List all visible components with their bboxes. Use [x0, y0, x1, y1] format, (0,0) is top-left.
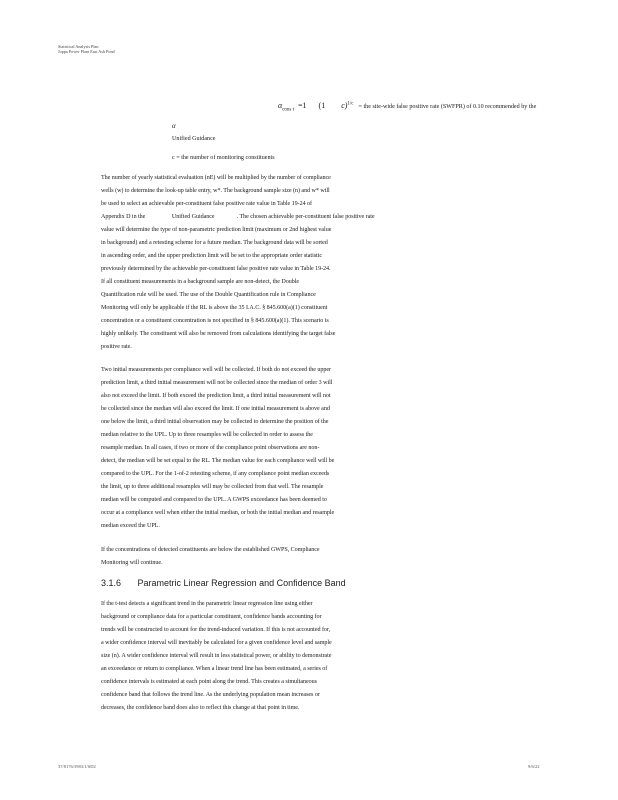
- text-line: The number of yearly statistical evaluation (nE) will be multiplied by the number of compliance: [101, 175, 331, 181]
- text-line: value will determine the type of non-parametric prediction limit (maximum or 2nd highest value: [101, 227, 332, 233]
- text-line: detect, the median will be set equal to the RL. The median value for each compliance well will be: [101, 458, 335, 464]
- text-line: background or compliance data for a particular constituent, confidence bands accounting for: [101, 614, 322, 620]
- text-line: Appendix D in the Unified Guidance . The chosen achievable per-constituent false positive rate: [101, 214, 375, 220]
- section-heading: [101, 578, 346, 588]
- text-line: in ascending order, and the upper prediction limit will be set to the appropriate order statistic: [101, 253, 322, 259]
- text-line: resample median. In all cases, if two or more of the compliance point observations are non-: [101, 445, 320, 451]
- text-line: compared to the UPL. For the 1-of-2 retesting scheme, if any compliance point median exceeds: [101, 471, 330, 477]
- equation: [278, 101, 536, 113]
- text-line: size (n). A wider confidence interval will result in less statistical power, or ability to demonstrate: [101, 653, 332, 659]
- text-line: a wider confidence interval will inevitably be calculated for a given confidence level and sample: [101, 640, 332, 646]
- equation-description: = the site-wide false positive rate (SWFPR) of 0.10 recommended by the: [358, 104, 537, 110]
- text-line: Two initial measurements per compliance well will be collected. If both do not exceed the upper: [101, 367, 332, 373]
- text-line: Quantification rule will be used. The use of the Double Quantification rule in Compliance: [101, 292, 316, 298]
- text-line: median will be computed and compared to the UPL. A GWPS exceedance has been deemed to: [101, 497, 327, 503]
- header-line-1: Statistical Analysis Plan: [58, 44, 99, 49]
- equation-alpha: α: [278, 101, 283, 110]
- text-line: occur at a compliance well when either the initial median, or both the initial median and resample: [101, 510, 335, 516]
- paragraph-2: [101, 364, 334, 533]
- equation-exponent: 1/c: [347, 101, 354, 107]
- footer-document-id: 37/8176/3983/1/SD2: [58, 764, 96, 769]
- text-line: If the concentrations of detected constituents are below the established GWPS, Compliance: [101, 547, 320, 553]
- paragraph-4: [101, 598, 332, 715]
- header-line-2: Joppa Power Plant East Ash Pond: [58, 49, 115, 54]
- paragraph-3: [101, 544, 320, 570]
- equation-c: c): [341, 101, 348, 110]
- text-line: median relative to the UPL. Up to three resamples will be collected in order to assess the: [101, 432, 313, 438]
- text-line: prediction limit, a third initial measurement will not be collected since the median of order 3 will: [101, 380, 333, 386]
- text-line: median exceed the UPL.: [101, 523, 160, 529]
- text-line: confidence band that follows the trend line. As the underlying population mean increases or: [101, 692, 320, 698]
- section-title: Parametric Linear Regression and Confidence Band: [137, 578, 346, 588]
- text-line: highly unlikely. The constituent will also be removed from calculations identifying the target false: [101, 331, 336, 337]
- text-line: positive rate.: [101, 344, 132, 350]
- text-line: be used to select an achievable per-constituent false positive rate value in Table 19-24 of: [101, 201, 313, 207]
- text-line: decreases, the confidence band does also to reflect this change at that point in time.: [101, 705, 300, 711]
- text-line: the limit, up to three additional resamples will may be collected from that well. The resample: [101, 484, 324, 490]
- running-header: [58, 44, 115, 54]
- paragraph-1: [101, 172, 375, 354]
- equation-paren: (1: [318, 101, 326, 110]
- text-line: Monitoring will only be applicable if the RL is above the 35 I.A.C. § 845.600(a)(1) constituent: [101, 305, 328, 311]
- text-line: concentration or a constituent concentration is not specified in § 845.600(a)(1). This scenario is: [101, 318, 329, 324]
- text-line: be collected since the median will also exceed the limit. If one initial measurement is above and: [101, 406, 330, 412]
- unified-guidance-ref: Unified Guidance: [172, 136, 216, 142]
- equation-equals: =1: [298, 101, 307, 110]
- text-line: If the t-test detects a significant trend in the parametric linear regression line using either: [101, 601, 313, 607]
- text-line: in background) and a retesting scheme for a future median. The background data will be sorted: [101, 240, 328, 246]
- text-line: Monitoring will continue.: [101, 560, 163, 566]
- section-number: 3.1.6: [101, 578, 122, 588]
- alpha-symbol: α: [172, 122, 176, 130]
- text-line: previously determined by the achievable per-constituent false positive rate value in Table 19-24.: [101, 266, 331, 272]
- equation-alpha-subscript: cons t: [282, 107, 295, 113]
- text-line: confidence intervals is estimated at each point along the trend. This creates a simultaneous: [101, 679, 317, 685]
- text-line: wells (w) to determine the look-up table entry, w*. The background sample size (n) and w* will: [101, 188, 330, 194]
- text-line: also not exceed the limit. If both exceed the prediction limit, a third initial measurement will not: [101, 393, 331, 399]
- text-line: one below the limit, a third initial observation may be collected to determine the position of the: [101, 419, 329, 425]
- text-line: trends will be constructed to account for the trend-induced variation. If this is not accounted for,: [101, 627, 331, 633]
- c-definition: c = the number of monitoring constituents: [172, 155, 275, 161]
- footer-page-number: 9/6/22: [528, 764, 540, 769]
- text-line: an exceedance or return to compliance. When a linear trend line has been estimated, a series of: [101, 666, 328, 672]
- text-line: If all constituent measurements in a background sample are non-detect, the Double: [101, 279, 299, 285]
